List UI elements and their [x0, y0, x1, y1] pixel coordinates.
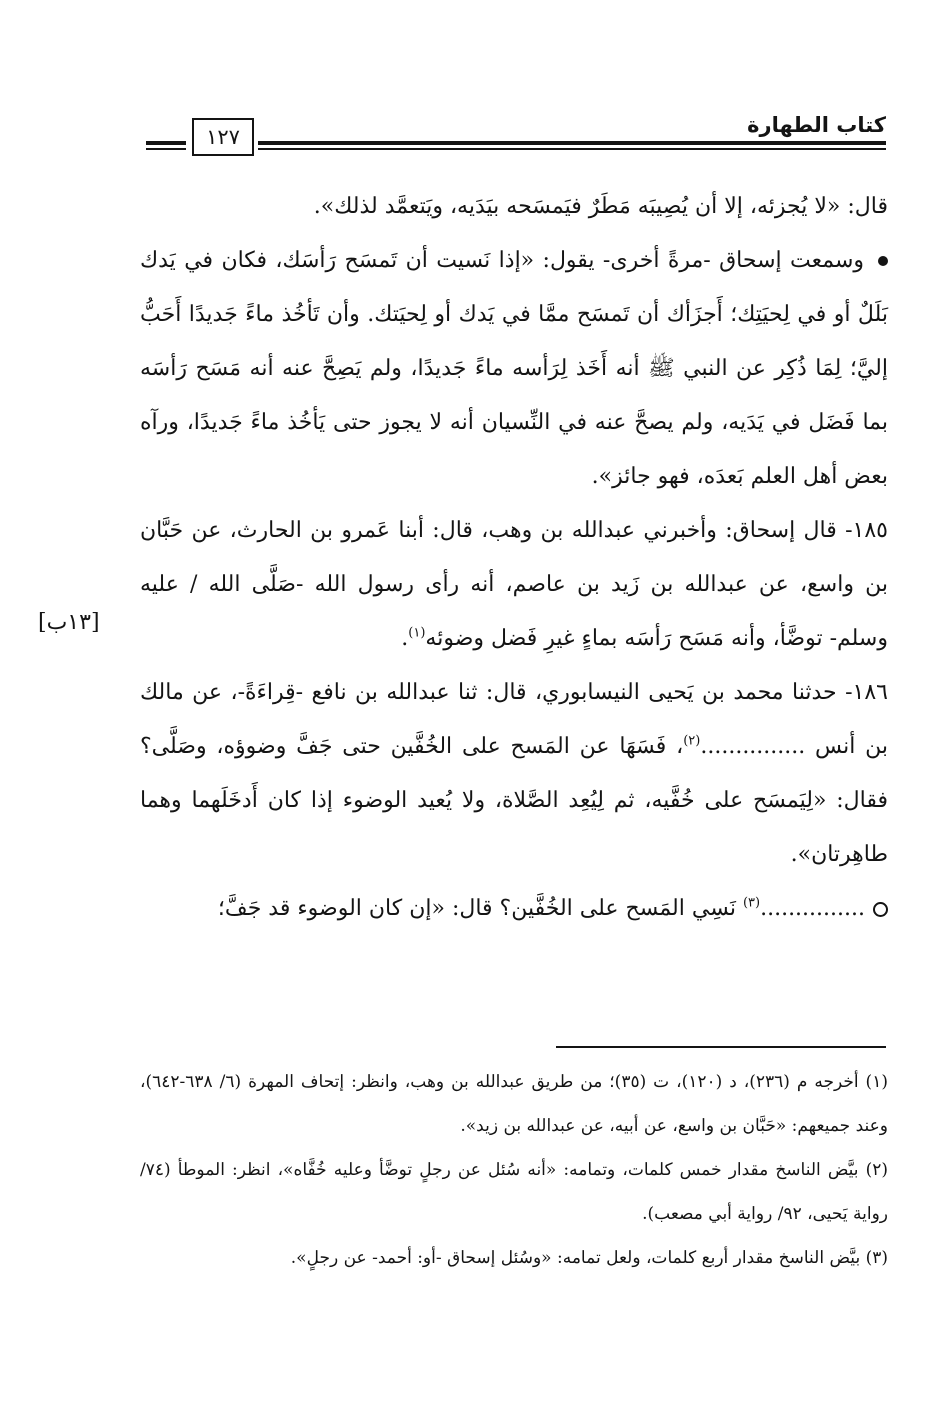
footnote-ref: (١) — [408, 625, 426, 641]
footnote-ref: (٣) — [742, 895, 761, 911]
footnote-2: (٢) بيَّض الناسخ مقدار خمس كلمات، وتمامه: «أنه سُئل عن رجلٍ توضَّأ وعليه خُفَّاه»، انظر: الموطأ (٧٤/ رواية يَحيى، ٩٢/ رواية أبي مصعب). — [140, 1160, 888, 1224]
main-text — [140, 180, 888, 936]
running-header — [146, 112, 886, 158]
manuscript-folio-ref: [١٣ب] — [38, 610, 100, 635]
bullet-icon — [878, 256, 888, 266]
footnotes — [140, 1060, 888, 1280]
hadith-186: ١٨٦- حدثنا محمد بن يَحيى النيسابوري، قال: ثنا عبدالله بن نافع -قِراءَةً-، عن مالك بن أنس ...............$^{(٢)}$، فَسَهَا عن المَسح على الخُفَّين حتى جَفَّ وضوؤه، وصَلَّى؟ فقال: «لِيَمسَح على خُفَّيه، ثم لِيُعِد الصَّلاة، ولا يُعيد الوضوء إذا كان أَدخَلَهما وهما طاهِرتان». — [140, 680, 888, 867]
paragraph-2: وسمعت إسحاق -مرةً أخرى- يقول: «إذا نَسيت أن تَمسَح رَأسَك، فكان في يَدك بَلَلٌ أو في لِحيَتِك؛ أَجزَأك أن تَمسَح ممَّا في يَدك أو لِحيَتك. وأن تَأخُذ ماءً جَديدًا أَحَبُّ إليَّ؛ لِمَا ذُكِر عن النبي ﷺ أنه أَخَذ لِرَأسه ماءً جَديدًا، ولم يَصِحَّ عنه أنه مَسَح رَأسَه بما فَضَل في يَدَيه، ولم يصحَّ عنه في النِّسيان أنه لا يجوز حتى يَأخُذ ماءً جَديدًا، ورآه بعض أهل العلم بَعدَه، فهو جائز». — [140, 248, 888, 489]
footnote-3: (٣) بيَّض الناسخ مقدار أربع كلمات، ولعل تمامه: «وسُئل إسحاق -أو: أحمد- عن رجلٍ». — [290, 1248, 888, 1268]
header-rule-thin — [258, 148, 886, 150]
hadith-number: ١٨٦- — [845, 680, 888, 705]
header-rule-thick — [258, 141, 886, 145]
footnote-1: (١) أخرجه م (٢٣٦)، د (١٢٠)، ت (٣٥)؛ من طريق عبدالله بن وهب، وانظر: إتحاف المهرة (٦/ ٦٣٨-٦٤٢)، وعند جميعهم: «حَبَّان بن واسع، عن أبيه، عن عبدالله بن زيد». — [140, 1072, 888, 1136]
hadith-number: ١٨٥- — [845, 518, 888, 543]
chapter-title: كتاب الطهارة — [747, 113, 886, 137]
page-number: ١٢٧ — [192, 118, 254, 156]
hadith-185: ١٨٥- قال إسحاق: وأخبرني عبدالله بن وهب، قال: أبنا عَمرو بن الحارث، عن حَبَّان بن واسع، عن عبدالله بن زَيد بن عاصم، أنه رأى رسول الله -صَلَّى الله / عليه وسلم- توضَّأ، وأنه مَسَح رَأسَه بماءٍ غيرِ فَضل وضوئه$^{(١)}$. — [140, 518, 888, 651]
paragraph-1: قال: «لا يُجزئه، إلا أن يُصِيبَه مَطَرٌ فيَمسَحه بيَدَيه، ويَتعمَّد لذلك». — [313, 194, 888, 219]
footnote-ref: (٢) — [683, 733, 701, 749]
footnote-separator — [556, 1046, 886, 1048]
circle-icon — [873, 902, 888, 917]
paragraph-5: ...............$^{(٣)}$ نَسِي المَسح على الخُفَّين؟ قال: «إن كان الوضوء قد جَفَّ؛ — [140, 882, 888, 936]
header-rule-stub-thin — [146, 148, 186, 150]
header-rule-stub-thick — [146, 141, 186, 145]
